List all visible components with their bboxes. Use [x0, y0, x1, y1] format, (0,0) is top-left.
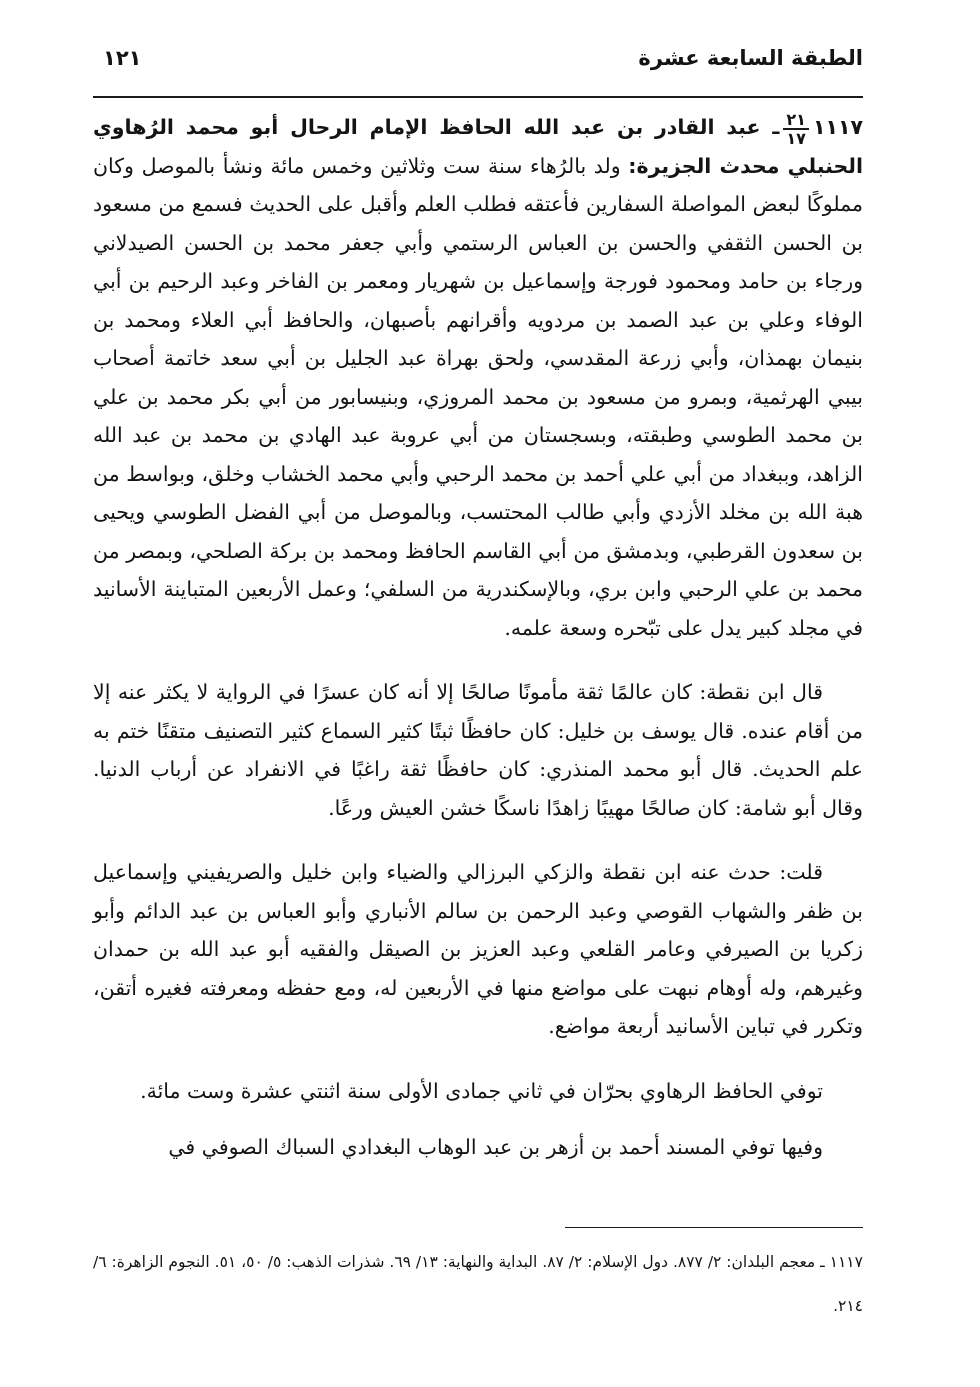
- paragraph-quotes: قال ابن نقطة: كان عالمًا ثقة مأمونًا صالحًا إلا أنه كان عسرًا في الرواية لا يكثر عنه إلا من أقام عنده. قال يوسف بن خليل: كان حافظًا ثبتًا كثير السماع كثير التصنيف متقنًا ختم به علم الحديث. قال أبو محمد المنذري: كان حافظًا ثقة راغبًا في الانفراد عن أرباب الدنيا. وقال أبو شامة: كان صالحًا مهيبًا زاهدًا ناسكًا خشن العيش ورعًا.: [93, 680, 863, 820]
- page-number: ١٢١: [103, 46, 142, 70]
- running-title: الطبقة السابعة عشرة: [638, 46, 863, 70]
- entry-body: ولد بالرُهاء سنة ست وثلاثين وخمس مائة ونشأ بالموصل وكان مملوكًا لبعض المواصلة السفارين فأعتقه فطلب العلم وأقبل على الحديث فسمع من مسعود بن الحسن الثقفي والحسن بن العباس الرستمي وأبي جعفر محمد بن الحسن الصيدلاني ورجاء بن حامد ومحمود فورجة وإسماعيل بن شهريار ومعمر بن الفاخر وعبد الرحيم بن أبي الوفاء وعلي بن عبد الصمد بن مردويه وأقرانهم بأصبهان، والحافظ أبي العلاء ومحمد بن بنيمان بهمذان، وأبي زرعة المقدسي، ولحق بهراة عبد الجليل بن أبي سعد خاتمة أصحاب بيبي الهرثمية، وبمرو من مسعود بن محمد المروزي، وبنيسابور من أبي بكر محمد بن علي بن محمد الطوسي وطبقته، وبسجستان من أبي عروبة عبد الهادي بن محمد بن عبد الله الزاهد، وببغداد من أبي علي أحمد بن محمد الرحبي وأبي محمد الخشاب وخلق، وبواسط من هبة الله بن مخلد الأزدي وأبي طالب المحتسب، وبالموصل من أبي الفضل الطوسي ويحيى بن سعدون القرطبي، وبدمشق من أبي القاسم الحافظ ومحمد بن بركة الصلحي، وبمصر من محمد بن علي الرحبي وابن بري، وبالإسكندرية من السلفي؛ وعمل الأربعين المتباينة الأسانيد في مجلد كبير يدل على تبّحره وسعة علمه.: [93, 153, 863, 640]
- paragraph-continuation: وفيها توفي المسند أحمد بن أزهر بن عبد الوهاب البغدادي السباك الصوفي في: [168, 1135, 823, 1159]
- fraction-denominator: ١٧: [786, 128, 806, 148]
- header-rule: [93, 96, 863, 98]
- entry-heading: ـ عبد القادر بن عبد الله الحافظ الإمام الرحال أبو محمد الرُهاوي الحنبلي محدث الجزيرة:: [93, 115, 863, 178]
- entry-number: ١١١٧: [812, 115, 863, 139]
- biography-entry: [93, 108, 863, 647]
- page-header: [93, 38, 863, 94]
- paragraph-death: توفي الحافظ الرهاوي بحرّان في ثاني جمادى الأولى سنة اثنتي عشرة وست مائة.: [140, 1078, 823, 1103]
- paragraph-narrators: قلت: حدث عنه ابن نقطة والزكي البرزالي والضياء وابن خليل والصريفيني وإسماعيل بن ظفر والشهاب القوصي وعبد الرحمن بن سالم الأنباري وأبو العباس بن عبد الدائم وأبو زكريا بن الصيرفي وعامر القلعي وعبد العزيز بن الصيقل والفقيه أبو عبد الله بن حمدان وغيرهم، وله أوهام نبهت على مواضع منها في الأربعين له، ومع حفظه ومعرفته فغيره أتقن، وتكرر في تباين الأسانيد أربعة مواضع.: [93, 860, 863, 1038]
- footnote: ١١١٧ ـ معجم البلدان: ٢/ ٨٧٧. دول الإسلام: ٢/ ٨٧. البداية والنهاية: ١٣/ ٦٩. شذرات الذهب: ٥/ ٥٠، ٥١. النجوم الزاهرة: ٦/ ٢١٤.: [93, 1253, 863, 1315]
- fraction-numerator: ٢١: [783, 111, 809, 130]
- footnote-rule: [565, 1227, 863, 1228]
- entry-fraction: [783, 111, 809, 147]
- main-text: [93, 108, 863, 1167]
